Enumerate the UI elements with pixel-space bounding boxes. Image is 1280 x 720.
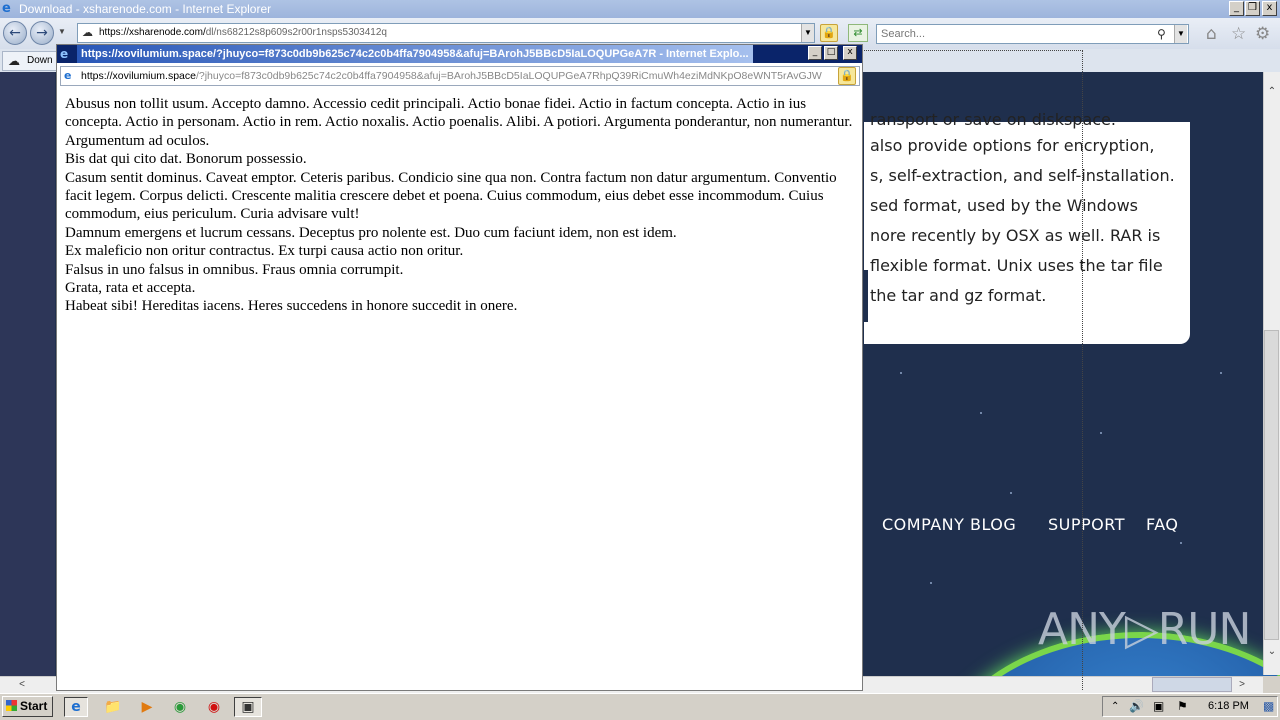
search-dropdown-icon[interactable]: ▼ [1174,25,1187,43]
search-input[interactable] [876,24,1189,44]
taskbar-opera-icon[interactable]: ◉ [207,699,221,715]
tab-label: Down [27,55,53,66]
card-text-line: ransport or save on diskspace. [870,110,1116,129]
card-text-line: flexible format. Unix uses the tar file [870,256,1163,275]
card-text-line: sed format, used by the Windows [870,196,1139,215]
ie-logo-icon: e [60,47,69,61]
ie-logo-icon: e [2,1,11,16]
anyrun-watermark: ANY▷RUN [1038,604,1251,655]
windows-flag-icon [6,700,17,711]
taskbar-window-icon[interactable]: ▣ [234,697,262,717]
popup-maximize-button[interactable]: □ [824,46,838,60]
star-decor [900,372,902,374]
address-dropdown-icon[interactable]: ▼ [801,24,814,42]
search-icon[interactable]: ⚲ [1157,27,1166,41]
taskbar-media-player-icon[interactable]: ▶ [141,699,153,715]
star-decor [980,412,982,414]
popup-paragraph: Habeat sibi! Hereditas iacens. Heres succedens in honore succedit in onere. [65,298,518,315]
footer-link-faq[interactable]: FAQ [1146,515,1179,534]
address-path: dl/ns68212s8p609s2r00r1nsps5303412q [205,27,387,38]
lock-icon[interactable]: 🔒 [820,24,838,42]
left-decor-strip [0,72,55,676]
tray-expand-icon[interactable]: ⌃ [1111,701,1120,712]
star-decor [930,582,932,584]
star-decor [1010,492,1012,494]
system-tray [1102,696,1278,717]
start-label: Start [20,699,48,713]
page-icon: ☁ [82,27,93,39]
cloud-icon: ☁ [8,54,20,68]
card-text-line: nore recently by OSX as well. RAR is [870,226,1161,245]
horizontal-scroll-thumb[interactable] [1152,677,1232,692]
scroll-right-arrow-icon[interactable]: > [1239,679,1245,690]
volume-icon[interactable]: 🔊 [1129,699,1144,713]
close-button[interactable]: x [1262,1,1277,16]
back-button[interactable] [3,21,27,45]
show-desktop-icon[interactable]: ▩ [1263,699,1275,713]
vertical-scroll-thumb[interactable] [1264,330,1279,640]
gear-icon[interactable]: ⚙ [1255,24,1271,44]
card-text-line: s, self-extraction, and self-installation. [870,166,1175,185]
popup-window[interactable] [56,44,863,691]
refresh-icon[interactable]: ⇄ [848,24,868,42]
scroll-up-arrow-icon[interactable]: ⌃ [1267,86,1277,97]
card-text-line: also provide options for encryption, [870,136,1155,155]
minimize-button[interactable]: _ [1229,1,1244,16]
window-title-bar[interactable] [0,0,1280,18]
popup-paragraph: Casum sentit dominus. Caveat emptor. Ceteris paribus. Condicio sine qua non. Contra factum non datur argumentum. Conventio facit legem. Corpus delicti. Crescente malitia crescere debet et poena. Cuius commodum, eius debet esse incommodum. Cuius commodum, eius periculum. Curia advisare vult! [65,169,837,223]
scroll-left-arrow-icon[interactable]: < [19,679,25,690]
footer-link-support[interactable]: SUPPORT [1048,515,1125,534]
taskbar-chrome-icon[interactable]: ◉ [173,699,187,715]
popup-paragraph: Abusus non tollit usum. Accepto damno. Accessio cedit principali. Actio bonae fidei. Actio in factum concepta. Actio in ius concepta. Actio in personam. Actio in rem. Actio noxalis. Actio poenalis. Alibi. A potiori. Argumenta ponderantur, non numerantur. Argumentum ad oculos. [65,96,853,149]
network-icon[interactable]: ▣ [1153,699,1165,713]
footer-link-company-blog[interactable]: COMPANY BLOG [882,515,1017,534]
start-button[interactable] [2,696,53,717]
star-decor [1100,432,1102,434]
ie-page-icon: e [64,69,72,82]
content-card [864,110,1190,344]
home-icon[interactable]: ⌂ [1206,24,1217,44]
card-text-line: the tar and gz format. [870,286,1047,305]
taskbar [0,693,1280,720]
popup-paragraph: Grata, rata et accepta. [65,280,196,297]
popup-title: https://xovilumium.space/?jhuyco=f873c0db9b625c74c2c0b4ffa7904958&afuj=BArohJ5BBcD5IaLOQUPGeA7R - Internet Explo... [77,45,753,63]
address-bar[interactable] [77,23,815,43]
popup-paragraph: Falsus in uno falsus in omnibus. Fraus omnia corrumpit. [65,261,404,278]
download-button-edge[interactable] [864,270,868,322]
scroll-down-arrow-icon[interactable]: ⌄ [1267,646,1277,657]
favorites-star-icon[interactable]: ☆ [1231,24,1247,44]
back-arrow-icon: ← [9,25,21,41]
restore-button[interactable]: ❒ [1245,1,1260,16]
forward-arrow-icon: → [36,25,48,41]
action-center-flag-icon[interactable]: ⚑ [1177,699,1188,713]
address-host: https://xsharenode.com/ [99,27,206,38]
popup-content [65,95,855,316]
popup-address-host: https://xovilumium.space [81,70,196,82]
tab-download[interactable] [2,51,62,71]
forward-button[interactable] [30,21,54,45]
popup-minimize-button[interactable]: _ [808,46,822,60]
popup-paragraph: Damnum emergens et lucrum cessans. Deceptus pro nolente est. Duo cum faciunt idem, non est idem. [65,224,677,241]
popup-paragraph: Bis dat qui cito dat. Bonorum possessio. [65,151,307,168]
drag-outline-right [1082,50,1083,690]
search-placeholder: Search... [881,28,926,40]
clock: 6:18 PM [1208,700,1249,712]
popup-address-path: /?jhuyco=f873c0db9b625c74c2c0b4ffa7904958&afuj=BArohJ5BBcD5IaLOQUPGeA7RhpQ39RiCmuWh4eziMdNKpO8eWNT5rAvGJW [195,70,822,82]
popup-address-bar[interactable] [60,66,860,86]
taskbar-ie-icon[interactable]: e [64,697,88,717]
popup-close-button[interactable]: x [843,46,857,60]
star-decor [1220,372,1222,374]
taskbar-folder-icon[interactable]: 📁 [104,699,122,715]
star-decor [1180,542,1182,544]
popup-title-bar[interactable] [57,45,862,63]
popup-paragraph: Ex maleficio non oritur contractus. Ex turpi causa actio non oritur. [65,243,464,260]
window-title: Download - xsharenode.com - Internet Explorer [19,2,272,16]
history-dropdown-icon[interactable]: ▼ [58,27,66,36]
popup-lock-icon[interactable]: 🔒 [838,67,856,85]
